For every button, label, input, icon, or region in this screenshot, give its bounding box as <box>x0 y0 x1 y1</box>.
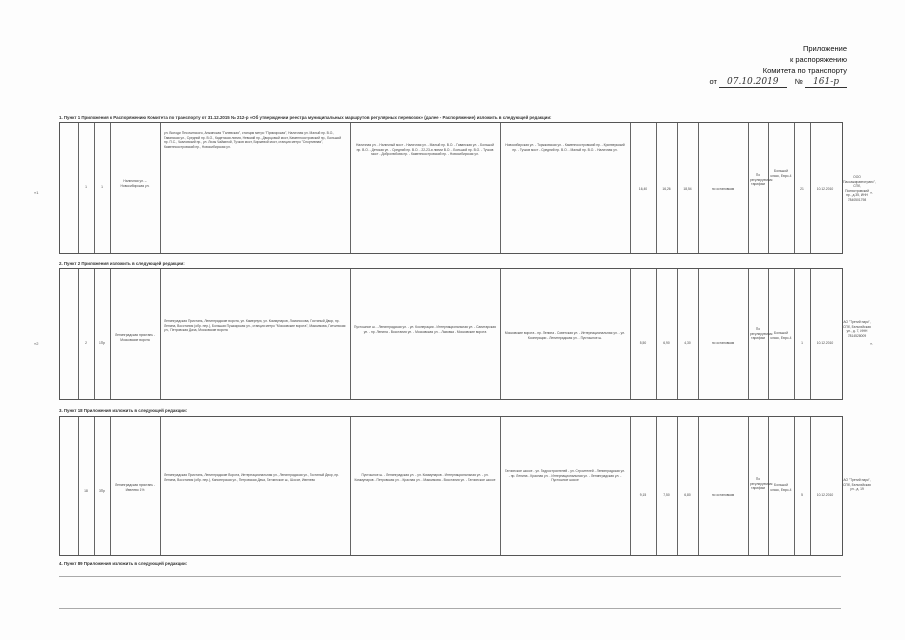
boarding-order: по остановкам <box>711 187 735 191</box>
handwritten-date: 07.10.2019 <box>719 77 787 88</box>
route-name: Ленинградская пристань - Ивелево 1% <box>115 483 155 492</box>
length-total: 6,80 <box>684 493 691 497</box>
route-number: 1 <box>101 185 103 189</box>
route-table-row-2 <box>59 268 843 400</box>
boarding-order: по остановкам <box>711 341 735 345</box>
length-backward: 6,90 <box>663 341 670 345</box>
tariff-type: По регулируемым тарифам <box>750 477 773 491</box>
length-total: 4,30 <box>684 341 691 345</box>
route-name: Наличная ул. – Новосибирская ул. <box>120 179 150 188</box>
boarding-order: по остановкам <box>711 493 735 497</box>
route-number: 1Пр <box>98 341 106 345</box>
appendix-title: Приложение <box>803 44 847 53</box>
streets-backward: Новосибирская ул. - Торжковская ул. - Каменноостровский пр. - Кронверкский пр. - Тучков мост - Средний пр. В.О. - Малый пр. В.О. - Наличная ул. <box>505 143 625 152</box>
route-number: 3Пр <box>98 489 106 493</box>
length-total: 18,54 <box>683 187 692 191</box>
intermediate-stops: ул. Володи Песочинского, Анжинская "Галевская", станция метро "Приморская", Наличная ул. Малый пр. В.О., Гаванская ул., Средний пр. В.О., Кадетская линия, Невский пр., Дворцовый мост, Каменноостровский пр., Большой пр. П.С., Чкаловский пр., ул. Лизы Чайкиной, Тучков мост, Биржевой мост, станция метро "Спортивная", Каменноостровский пр., Новосибирская ул. <box>164 131 342 149</box>
route-name: Ленинградская пристань - Московские ворота <box>115 333 155 342</box>
date-number-line <box>709 77 847 88</box>
carrier-info: АО "Третий парк", СПб, Бельгийская ул., д. 7, ИНН 7814528009 <box>843 320 871 338</box>
section-heading-2: 2. Пункт 2 Приложения изложить в следующей редакции: <box>59 261 185 266</box>
intermediate-stops: Ленинградская Пристань, Ленинградские Ворота, Интернациональная ул., Ленинградская ул., Гостиный Двор, пр. Ленина, Восстания (обр. пер.), Канонерская ул., Петровская Дача, Гатчинское ш., Шоссе, Ивелево <box>164 473 340 482</box>
tariff-type: По регулируемым тарифам <box>750 327 773 341</box>
route-table-row-1 <box>59 122 843 254</box>
route-table-row-3 <box>59 416 843 556</box>
row-open-quote: «2 <box>34 341 39 346</box>
carrier-info: АО "Третий парк", СПб, Бельгийская ул., д. 19 <box>843 478 871 492</box>
table-top-rule <box>59 576 841 577</box>
row-number: 18 <box>84 489 88 493</box>
row-number: 1 <box>85 185 87 189</box>
streets-backward: Гатчинское шоссе - ул. Гидростроителей - ул. Строителей - Ленинградская ул. - пр. Ленина - Красная ул. - Интернациональная ул. - Ленинградская ул. - Пустошное шоссе <box>504 469 626 483</box>
appendix-subtitle: к распоряжению <box>790 55 847 64</box>
date-prefix: от <box>709 77 717 86</box>
tariff-type: По регулируемым тарифам <box>750 173 773 187</box>
vehicle-class: Большой класс, Евро-4 <box>770 331 792 340</box>
number-prefix: № <box>794 77 803 86</box>
row-open-quote: «1 <box>34 190 39 195</box>
table-bottom-rule <box>59 608 841 609</box>
length-forward: 16,40 <box>638 187 648 191</box>
vehicle-count: 5 <box>801 493 803 497</box>
row-close-quote: ». <box>870 341 874 346</box>
intermediate-stops: Ленинградская Пристань, Ленинградские ворота, ул. Камерную, ул. Коммунаров, Ломоносова, Гостиный Двор, пр. Ленина, Восстания (обр. пер.), Большая Пушкарская ул., станция метро "Московские ворота", Максимова, Гатчинская ул., Петровская Дача, Московские ворота <box>164 319 346 333</box>
handwritten-number: 161-р <box>805 77 847 88</box>
start-date: 10.12.2010 <box>816 341 834 345</box>
start-date: 10.12.2010 <box>816 187 834 191</box>
vehicle-class: Большой класс, Евро-4 <box>770 483 792 492</box>
vehicle-count: 1 <box>801 341 803 345</box>
length-forward: 5,50 <box>639 341 647 345</box>
section-heading-3: 3. Пункт 18 Приложения изложить в следующей редакции: <box>59 408 188 413</box>
committee-name: Комитета по транспорту <box>762 66 847 75</box>
section-heading-4: 4. Пункт 89 Приложения изложить в следующей редакции: <box>59 561 188 566</box>
vehicle-count: 21 <box>800 187 804 191</box>
length-backward: 7,50 <box>663 493 670 497</box>
streets-forward: Пустошное ш. - Ленинградская ул. - ул. Кооперации - Интернациональная ул. - Санитарская ул. - пр. Ленина - Восстания ул. - Московская ул. - Львовка - Московские ворота <box>354 325 496 334</box>
section-heading-1: 1. Пункт 1 Приложения к Распоряжению Комитета по транспорту от 31.12.2015 № 212-р «Об утверждении реестра муниципальных маршрутов регулярных перевозок» (далее - Распоряжение) изложить в следующей редакции: <box>59 115 552 120</box>
streets-backward: Московские ворота - пр. Ленина - Советская ул. - Интернациональная ул. - ул. Кооперации - Ленинградская ул. - Пустошное ш. <box>504 331 626 340</box>
vehicle-class: Большой класс, Евро-4 <box>770 169 792 178</box>
streets-forward: Наличная ул. - Наличный мост - Наличная ул. - Малый пр. В.О. - Гаванская ул. - Большой пр. В.О. - Детская ул. - Средний пр. В.О. - 22-23-я линии В.О. - Большой пр. В.О. - Тучков мост - Добролюбова пр. - Каменноостровский пр. - Новосибирская ул. <box>355 143 494 157</box>
row-number: 2 <box>85 341 87 345</box>
length-forward: 9,15 <box>639 493 647 497</box>
start-date: 10.12.2010 <box>816 493 834 497</box>
row-close-quote: ». <box>870 190 874 195</box>
streets-forward: Пустошное ш. - Ленинградская ул. - ул. Коммунаров - Интернациональная ул. - ул. Коммунаров - Петровская ул. - Красная ул. - Максимова - Восстания ул. - Гатчинское шоссе <box>354 473 496 482</box>
carrier-info: ООО "Пассажиравтотранс", СПб, Полюстровский пр., д.35, ИНН 7840501798 <box>842 175 876 202</box>
length-backward: 16,26 <box>662 187 671 191</box>
